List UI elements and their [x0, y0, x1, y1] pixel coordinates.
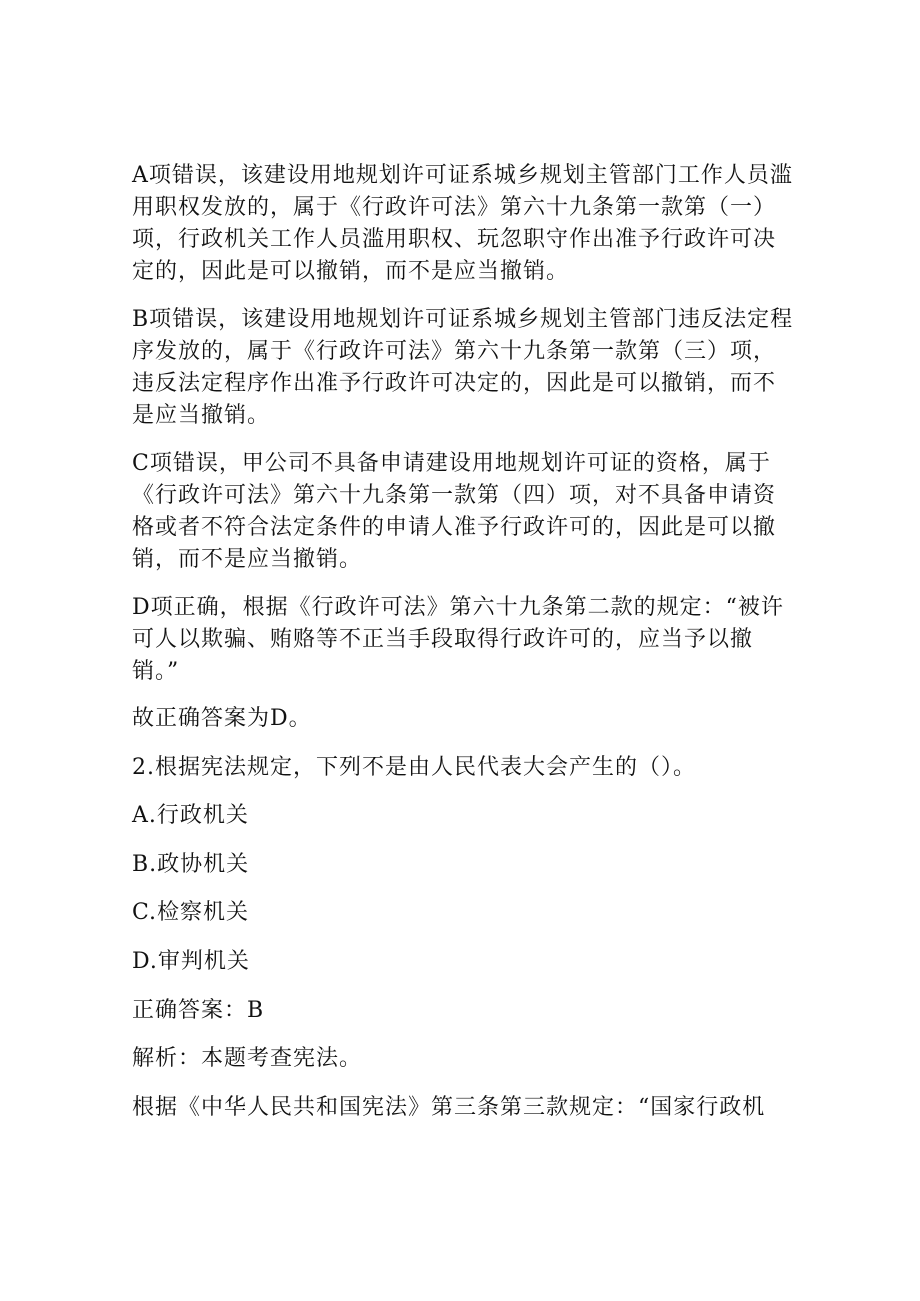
option-a-analysis: [132, 160, 792, 288]
option-a: A.行政机关: [132, 803, 249, 828]
text-line: B项错误，该建设用地规划许可证系城乡规划主管部门违反法定程: [132, 307, 794, 332]
option-b-analysis: [132, 304, 792, 432]
text-line: 违反法定程序作出准予行政许可决定的，因此是可以撤销，而不: [132, 371, 777, 396]
text-line: 销，而不是应当撤销。: [132, 547, 363, 572]
option-d-analysis: [132, 592, 792, 688]
text-line: 是应当撤销。: [132, 403, 271, 428]
text-line: D项正确，根据《行政许可法》第六十九条第二款的规定：“被许: [132, 595, 784, 620]
option-c-analysis: [132, 448, 792, 576]
conclusion: 故正确答案为D。: [132, 706, 312, 731]
text-line: A项错误，该建设用地规划许可证系城乡规划主管部门工作人员滥: [132, 163, 793, 188]
text-line: 序发放的，属于《行政许可法》第六十九条第一款第（三）项，: [132, 339, 777, 364]
explanation-intro: 解析：本题考查宪法。: [132, 1046, 363, 1071]
text-line: 可人以欺骗、贿赂等不正当手段取得行政许可的，应当予以撤: [132, 627, 754, 652]
text-line: 定的，因此是可以撤销，而不是应当撤销。: [132, 259, 570, 284]
text-line: 格或者不符合法定条件的申请人准予行政许可的，因此是可以撤: [132, 515, 777, 540]
option-b: B.政协机关: [132, 852, 250, 877]
text-line: C项错误，甲公司不具备申请建设用地规划许可证的资格，属于: [132, 451, 771, 476]
text-line: 销。”: [132, 659, 180, 684]
correct-answer: 正确答案：B: [132, 998, 265, 1023]
explanation-text: 根据《中华人民共和国宪法》第三条第三款规定：“国家行政机: [132, 1095, 766, 1120]
option-d: D.审判机关: [132, 949, 250, 974]
text-line: 用职权发放的，属于《行政许可法》第六十九条第一款第（一）: [132, 195, 777, 220]
text-line: 《行政许可法》第六十九条第一款第（四）项，对不具备申请资: [132, 483, 777, 508]
option-c: C.检察机关: [132, 900, 250, 925]
question-stem: 2.根据宪法规定，下列不是由人民代表大会产生的（）。: [132, 755, 696, 780]
text-line: 项，行政机关工作人员滥用职权、玩忽职守作出准予行政许可决: [132, 227, 777, 252]
